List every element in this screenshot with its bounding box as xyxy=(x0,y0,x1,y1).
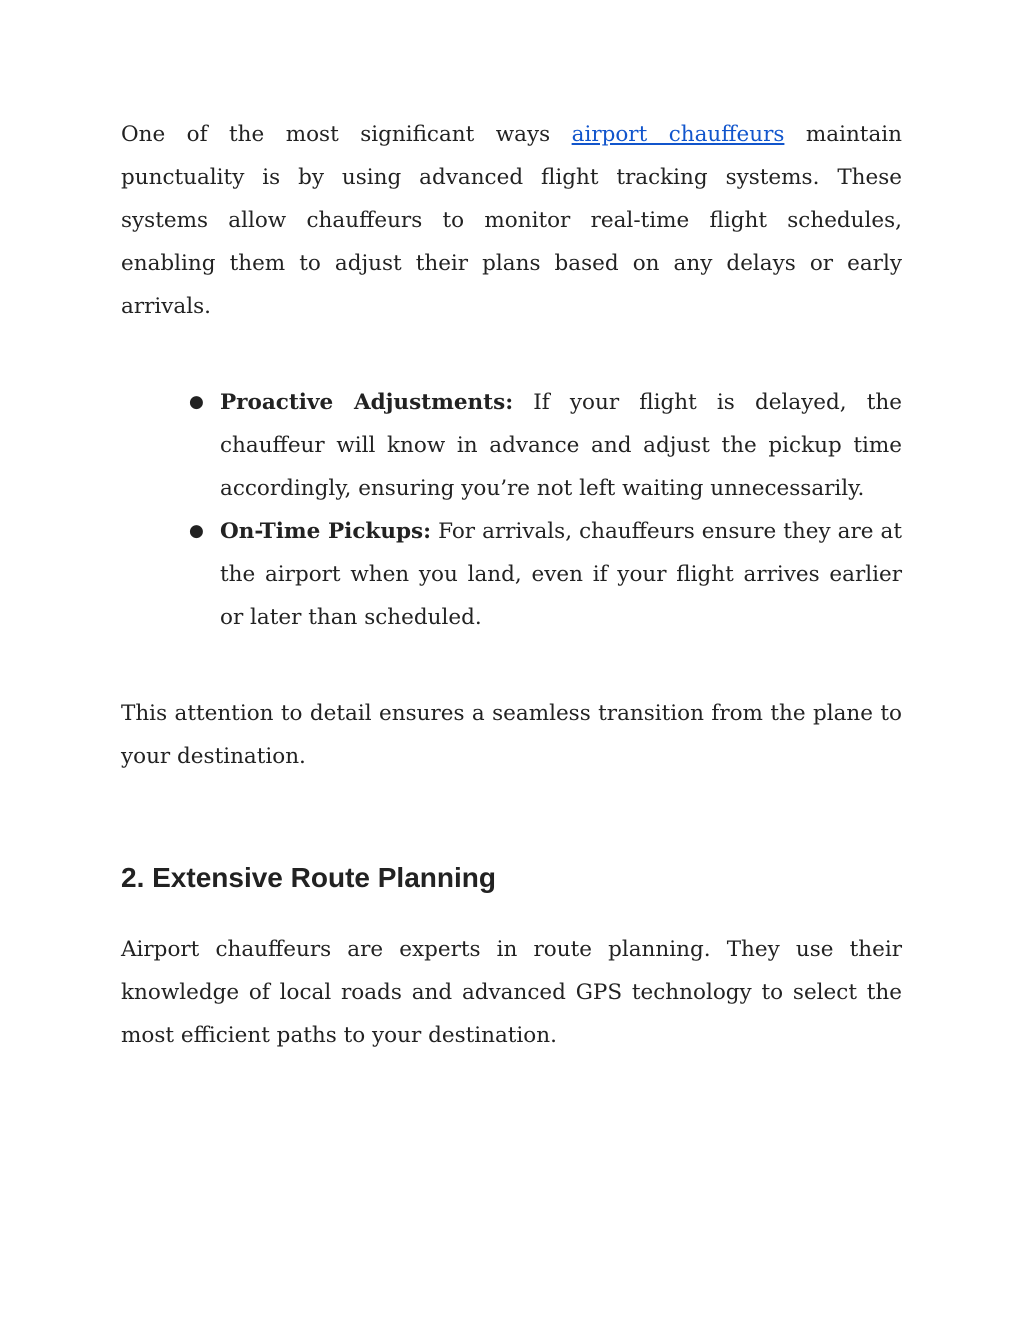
bullet-dot-icon: ● xyxy=(189,392,204,412)
route-planning-paragraph: Airport chauffeurs are experts in route planning. They use their knowledge of local roads and advanced GPS technology to select the most efficient paths to your destination. xyxy=(121,937,902,1048)
section-heading: 2. Extensive Route Planning xyxy=(121,862,496,893)
intro-text-before-link: One of the most significant ways xyxy=(121,122,572,147)
bullet-item-on-time-pickups xyxy=(189,510,902,639)
bullet-item-proactive-adjustments xyxy=(189,381,903,510)
bullet-text: If your flight is delayed, the chauffeur will know in advance and adjust the pickup time accordingly, ensuring you’re not left waiting unnecessarily. xyxy=(220,390,903,501)
bullet-label: On-Time Pickups: xyxy=(220,519,432,544)
summary-paragraph: This attention to detail ensures a seamless transition from the plane to your destination. xyxy=(121,701,902,769)
intro-text-after-link: maintain punctuality is by using advanced flight tracking systems. These systems allow chauffeurs to monitor real-time flight schedules, enabling them to adjust their plans based on any delays or early arrivals. xyxy=(121,122,902,319)
bullet-text: For arrivals, chauffeurs ensure they are at the airport when you land, even if your flight arrives earlier or later than scheduled. xyxy=(220,519,902,630)
bullet-label: Proactive Adjustments: xyxy=(220,390,514,415)
bullet-list xyxy=(189,381,903,639)
bullet-dot-icon: ● xyxy=(189,521,204,541)
airport-chauffeurs-link[interactable]: airport chauffeurs xyxy=(571,122,785,147)
intro-paragraph xyxy=(121,113,902,328)
